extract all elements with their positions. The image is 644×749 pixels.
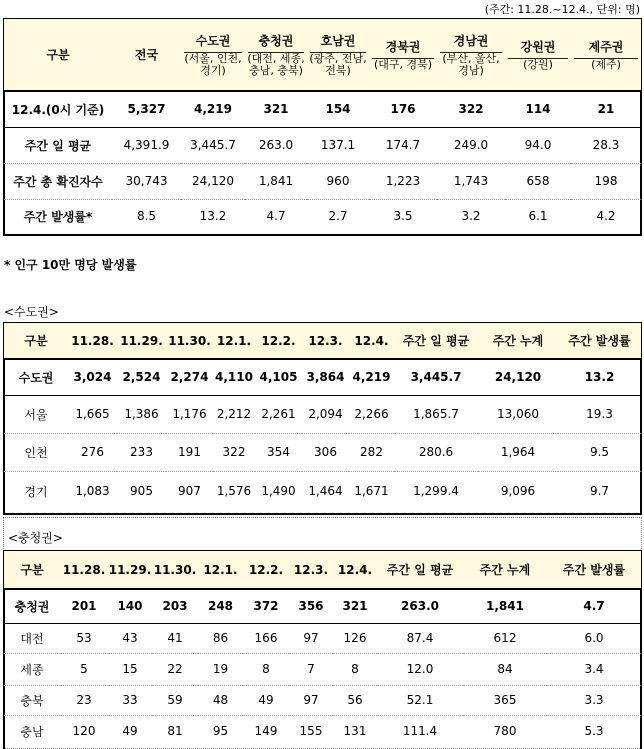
cell: 8	[243, 653, 289, 685]
region-header: 충청권 (대전, 세종, 충남, 충북)	[245, 19, 307, 91]
column-header: 12.1.	[198, 551, 243, 589]
cell: 4,219	[349, 359, 394, 395]
cell: 154	[307, 91, 369, 127]
cell: 33	[108, 685, 152, 715]
column-header: 주간 누계	[463, 551, 547, 589]
cell: 365	[463, 685, 547, 715]
cell: 149	[254, 724, 278, 739]
cell: 140	[108, 589, 152, 623]
table-row	[4, 715, 641, 747]
cell: 24,120	[181, 163, 245, 199]
row-label: 충청권	[4, 589, 60, 623]
cell: 3.5	[393, 209, 413, 224]
column-header: 12.2.	[255, 323, 302, 359]
cell: 56	[333, 685, 377, 715]
cell: 4,391.9	[112, 127, 181, 163]
cell: 354	[255, 433, 302, 471]
cell: 84	[463, 653, 547, 685]
column-header: 주간 일 평균	[394, 323, 478, 359]
cell: 9,096	[500, 484, 536, 499]
cell: 191	[166, 433, 213, 471]
cell: 1,841	[245, 163, 307, 199]
summary-row	[4, 127, 641, 163]
cell: 3.3	[547, 685, 641, 715]
cell: 52.1	[377, 685, 463, 715]
column-header: 12.3.	[289, 551, 333, 589]
cell: 3,445.7	[181, 127, 245, 163]
row-label: 주간 발생률*	[23, 209, 93, 224]
region-header: 제주권 (제주)	[571, 19, 641, 91]
region-header: 강원권 (강원)	[505, 19, 571, 91]
cell: 19.3	[558, 395, 641, 433]
cell: 612	[463, 623, 547, 653]
column-header: 12.4.	[333, 551, 377, 589]
cell: 97	[289, 623, 333, 653]
column-header: 12.3.	[302, 323, 349, 359]
cell: 5,327	[112, 91, 181, 127]
cell: 174.7	[369, 127, 437, 163]
cell: 19	[198, 653, 243, 685]
cell: 356	[289, 589, 333, 623]
cell: 15	[108, 653, 152, 685]
cell: 203	[152, 589, 198, 623]
cell: 24,120	[478, 359, 558, 395]
cell: 8.5	[136, 209, 157, 224]
cell: 1,386	[117, 395, 166, 433]
cell: 87.4	[377, 623, 463, 653]
cell: 322	[213, 433, 255, 471]
capital-section-title: <수도권>	[4, 305, 59, 319]
cell: 2,274	[166, 359, 213, 395]
cell: 6.1	[528, 209, 548, 224]
cell: 48	[198, 685, 243, 715]
row-label: 수도권	[4, 359, 68, 395]
cell: 4,219	[181, 91, 245, 127]
column-header: 12.1.	[213, 323, 255, 359]
cell: 8	[333, 653, 377, 685]
summary-row	[4, 199, 641, 233]
cell: 4.7	[266, 209, 286, 224]
table-row	[4, 623, 641, 653]
cell: 1,464	[308, 484, 343, 499]
cell: 1,223	[369, 163, 437, 199]
header-label: 구분	[4, 19, 112, 91]
column-header: 11.30.	[152, 551, 198, 589]
table-row	[4, 589, 641, 623]
cell: 4.7	[547, 589, 641, 623]
cell: 1,964	[478, 433, 558, 471]
cell: 13.2	[558, 359, 641, 395]
cell: 97	[289, 685, 333, 715]
cell: 2,094	[302, 395, 349, 433]
column-header: 11.29.	[117, 323, 166, 359]
cell: 131	[343, 724, 367, 739]
cell: 658	[505, 163, 571, 199]
row-label: 대전	[4, 623, 60, 653]
cell: 4,110	[213, 359, 255, 395]
cell: 41	[152, 623, 198, 653]
cell: 1,671	[354, 484, 389, 499]
cell: 1,865.7	[394, 395, 478, 433]
row-label: 주간 총 확진자수	[4, 163, 112, 199]
cell: 276	[68, 433, 117, 471]
capital-header-row	[4, 323, 641, 359]
cell: 1,176	[166, 395, 213, 433]
cell: 263.0	[377, 589, 463, 623]
column-header: 12.4.	[349, 323, 394, 359]
cell: 176	[369, 91, 437, 127]
cell: 2,524	[117, 359, 166, 395]
cell: 30,743	[112, 163, 181, 199]
row-label: 충북	[4, 685, 60, 715]
cell: 13.2	[199, 209, 227, 224]
chungcheong-section-title: <충청권>	[8, 531, 63, 545]
cell: 1,743	[437, 163, 505, 199]
cell: 1,665	[68, 395, 117, 433]
table-row	[4, 433, 641, 471]
capital-table	[4, 323, 641, 511]
cell: 905	[130, 484, 153, 499]
cell: 22	[152, 653, 198, 685]
cell: 43	[108, 623, 152, 653]
column-header: 주간 일 평균	[377, 551, 463, 589]
cell: 1,299.4	[413, 484, 459, 499]
column-header: 구분	[4, 551, 60, 589]
region-header: 경남권 (부산, 울산, 경남)	[437, 19, 505, 91]
summary-header-row	[4, 19, 641, 91]
cell: 94.0	[505, 127, 571, 163]
cell: 321	[333, 589, 377, 623]
table-row	[4, 653, 641, 685]
cell: 233	[117, 433, 166, 471]
cell: 248	[198, 589, 243, 623]
cell: 3,864	[302, 359, 349, 395]
cell: 13,060	[478, 395, 558, 433]
column-header: 11.29.	[108, 551, 152, 589]
cell: 3.2	[461, 209, 481, 224]
summary-row	[4, 163, 641, 199]
cell: 263.0	[245, 127, 307, 163]
cell: 111.4	[402, 724, 438, 739]
cell: 3.4	[547, 653, 641, 685]
cell: 321	[245, 91, 307, 127]
table-row	[4, 471, 641, 511]
cell: 9.5	[558, 433, 641, 471]
cell: 1,490	[261, 484, 296, 499]
cell: 126	[333, 623, 377, 653]
region-header: 수도권 (서울, 인천, 경기)	[181, 19, 245, 91]
column-header: 11.30.	[166, 323, 213, 359]
cell: 2,212	[213, 395, 255, 433]
cell: 120	[72, 724, 96, 739]
cell: 166	[243, 623, 289, 653]
column-header: 11.28.	[60, 551, 108, 589]
cell: 137.1	[307, 127, 369, 163]
cell: 23	[60, 685, 108, 715]
cell: 282	[349, 433, 394, 471]
cell: 155	[299, 724, 323, 739]
cell: 21	[571, 91, 641, 127]
cell: 4,105	[255, 359, 302, 395]
cell: 2,261	[255, 395, 302, 433]
summary-table	[4, 19, 641, 233]
cell: 28.3	[571, 127, 641, 163]
column-header: 주간 누계	[478, 323, 558, 359]
cell: 3,024	[68, 359, 117, 395]
capital-tbody	[4, 323, 641, 511]
row-label: 서울	[4, 395, 68, 433]
cell: 1,083	[75, 484, 110, 499]
cell: 3,445.7	[394, 359, 478, 395]
cell: 1,841	[463, 589, 547, 623]
cell: 780	[493, 724, 517, 739]
table-row	[4, 685, 641, 715]
cell: 59	[152, 685, 198, 715]
cell: 9.7	[589, 484, 610, 499]
cell: 306	[302, 433, 349, 471]
cell: 49	[243, 685, 289, 715]
cell: 6.0	[547, 623, 641, 653]
cell: 960	[307, 163, 369, 199]
unit-note: (주간: 11.28.~12.4., 단위: 명)	[484, 3, 640, 16]
header-total: 전국	[112, 19, 181, 91]
row-label: 주간 일 평균	[4, 127, 112, 163]
cell: 2.7	[328, 209, 348, 224]
cell: 12.0	[377, 653, 463, 685]
cell: 1,576	[216, 484, 252, 499]
cell: 198	[571, 163, 641, 199]
cell: 7	[289, 653, 333, 685]
column-header: 11.28.	[68, 323, 117, 359]
cell: 201	[60, 589, 108, 623]
cell: 322	[437, 91, 505, 127]
row-label: 세종	[4, 653, 60, 685]
column-header: 구분	[4, 323, 68, 359]
footnote: * 인구 10만 명당 발생률	[4, 258, 137, 272]
cell: 5	[60, 653, 108, 685]
chungcheong-table	[4, 551, 641, 747]
region-header: 호남권 (광주, 전남, 전북)	[307, 19, 369, 91]
column-header: 주간 발생률	[558, 323, 641, 359]
cell: 4.2	[596, 209, 616, 224]
cell: 907	[178, 484, 201, 499]
table-row	[4, 395, 641, 433]
cell: 95	[212, 724, 229, 739]
row-label: 12.4.(0시 기준)	[4, 91, 112, 127]
cell: 2,266	[349, 395, 394, 433]
summary-row	[4, 91, 641, 127]
cell: 5.3	[584, 724, 604, 739]
cell: 53	[60, 623, 108, 653]
column-header: 12.2.	[243, 551, 289, 589]
chungcheong-tbody	[4, 551, 641, 747]
cell: 49	[122, 724, 138, 739]
chungcheong-header-row	[4, 551, 641, 589]
column-header: 주간 발생률	[547, 551, 641, 589]
cell: 372	[243, 589, 289, 623]
cell: 86	[198, 623, 243, 653]
cell: 81	[167, 724, 183, 739]
row-label: 경기	[24, 484, 48, 499]
cell: 249.0	[437, 127, 505, 163]
cell: 114	[505, 91, 571, 127]
cell: 280.6	[394, 433, 478, 471]
row-label: 충남	[20, 724, 44, 739]
region-header: 경북권 (대구, 경북)	[369, 19, 437, 91]
table-row	[4, 359, 641, 395]
row-label: 인천	[4, 433, 68, 471]
